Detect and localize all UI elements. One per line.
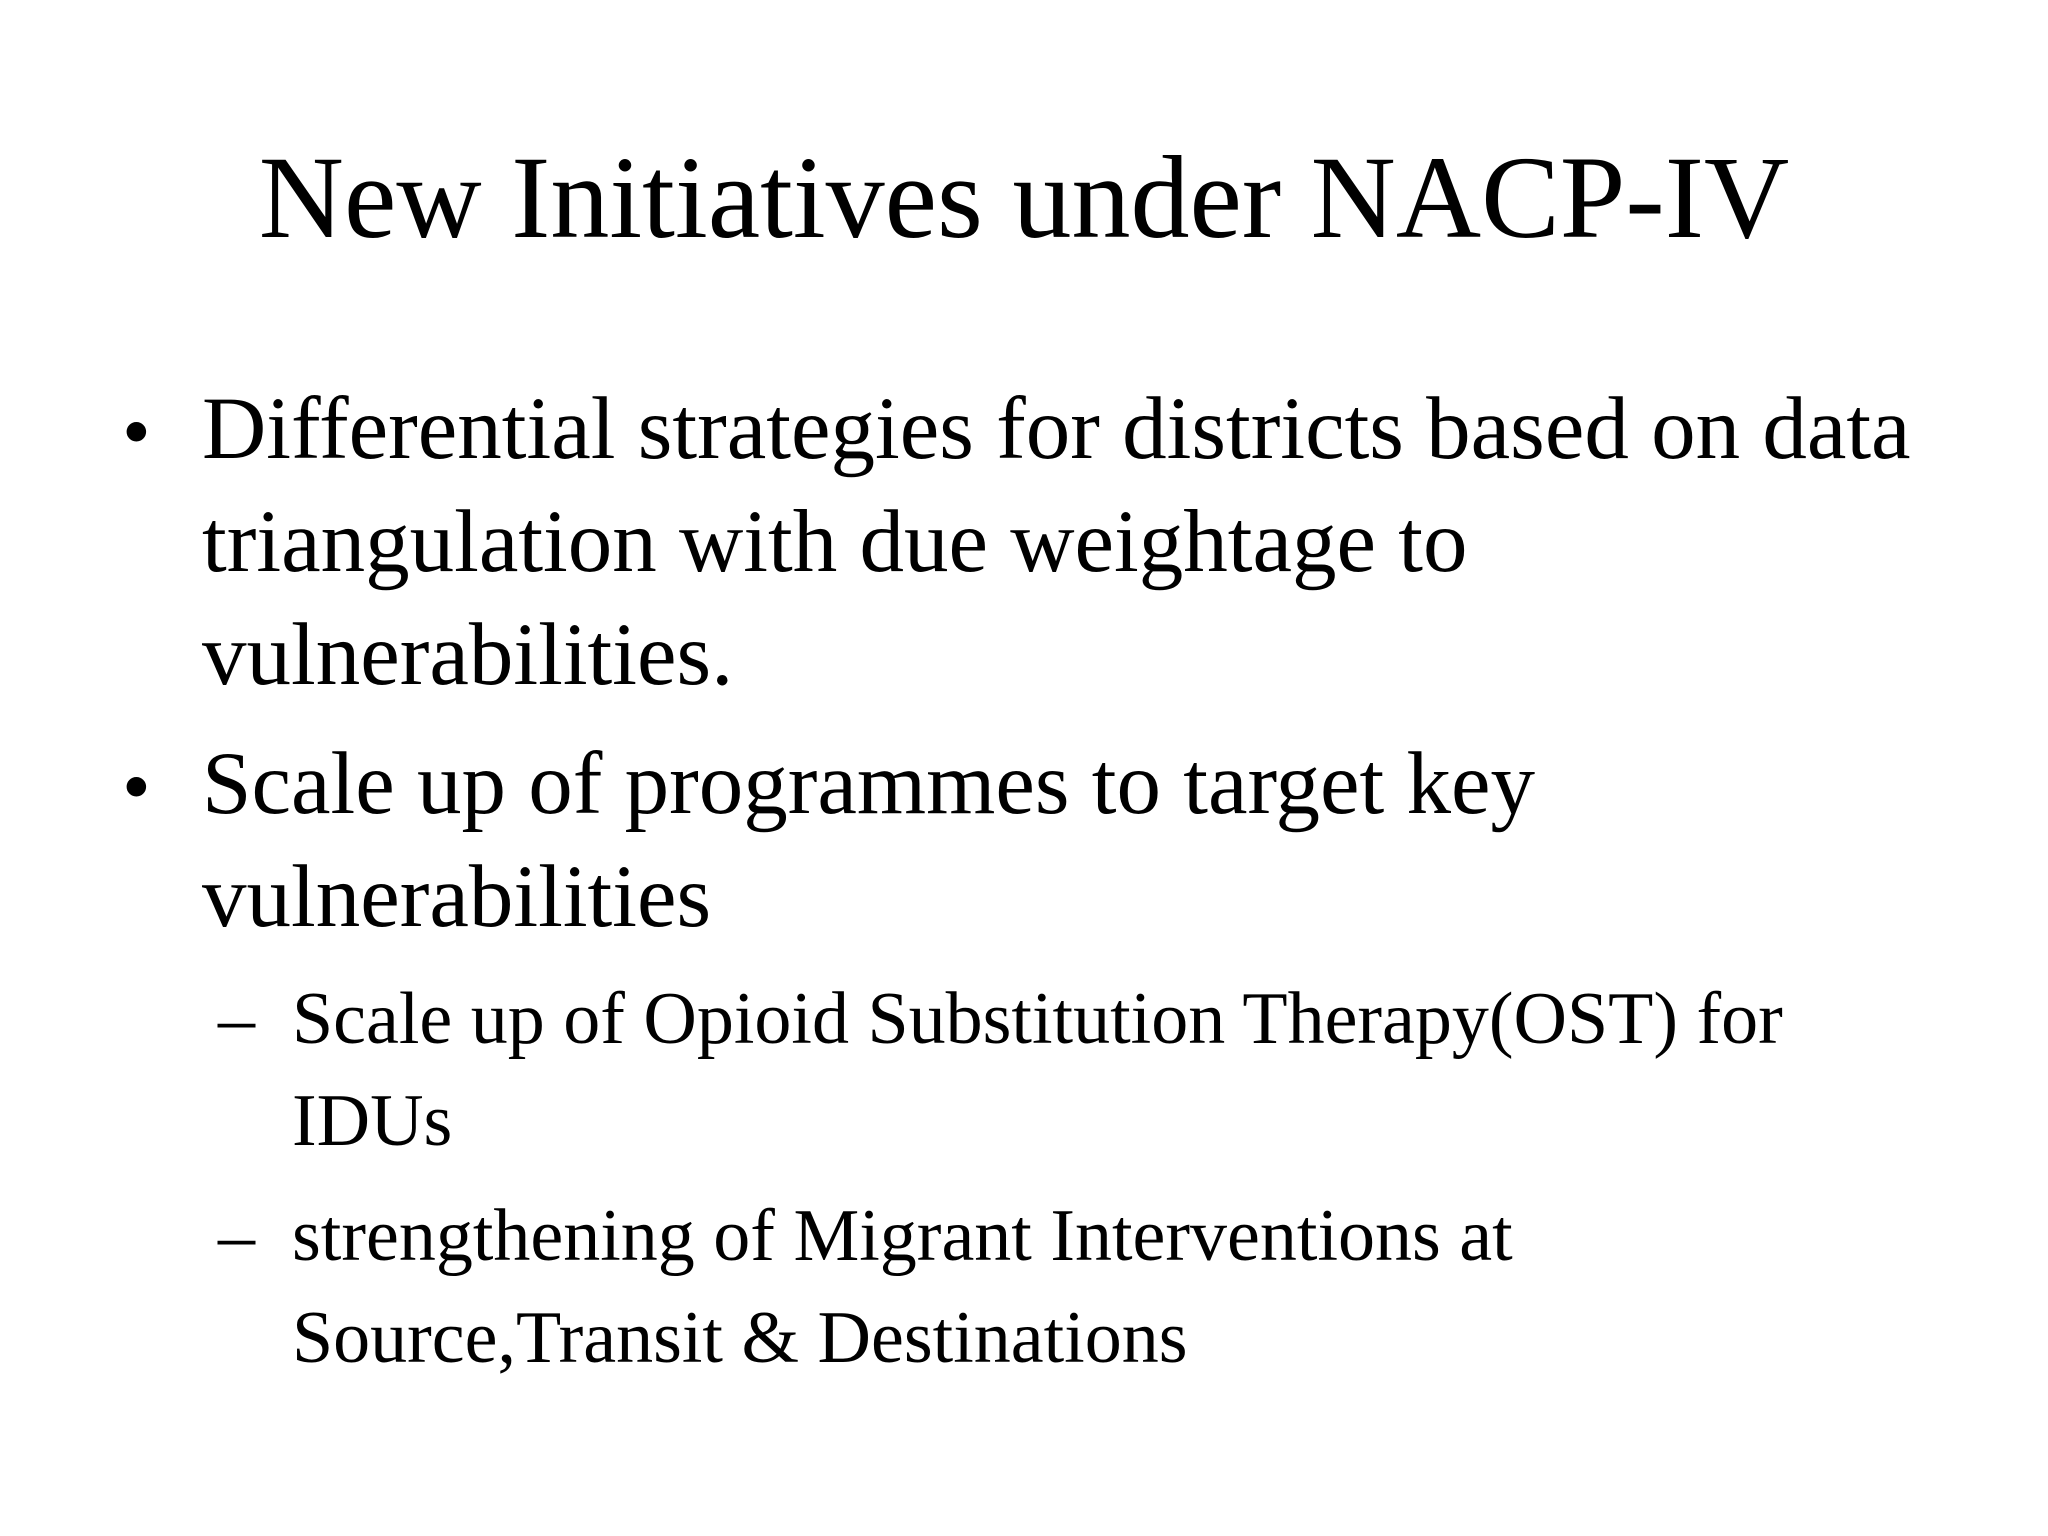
sub-bullet-text: Scale up of Opioid Substitution Therapy(OST) for IDUs (292, 978, 1783, 1162)
sub-bullet-marker: – (218, 1195, 255, 1277)
bullet-text: Differential strategies for districts based on data triangulation with due weightage to vulnerabilities. (202, 380, 1911, 704)
bullet-text: Scale up of programmes to target key vulnerabilities (202, 735, 1535, 946)
bullet-marker: • (122, 741, 151, 832)
sub-bullet-text: strengthening of Migrant Interventions at Source,Transit & Destinations (292, 1195, 1513, 1379)
sub-bullet-marker: – (218, 978, 255, 1060)
slide-title: New Initiatives under NACP-IV (258, 132, 1790, 263)
bullet-marker: • (122, 386, 151, 477)
